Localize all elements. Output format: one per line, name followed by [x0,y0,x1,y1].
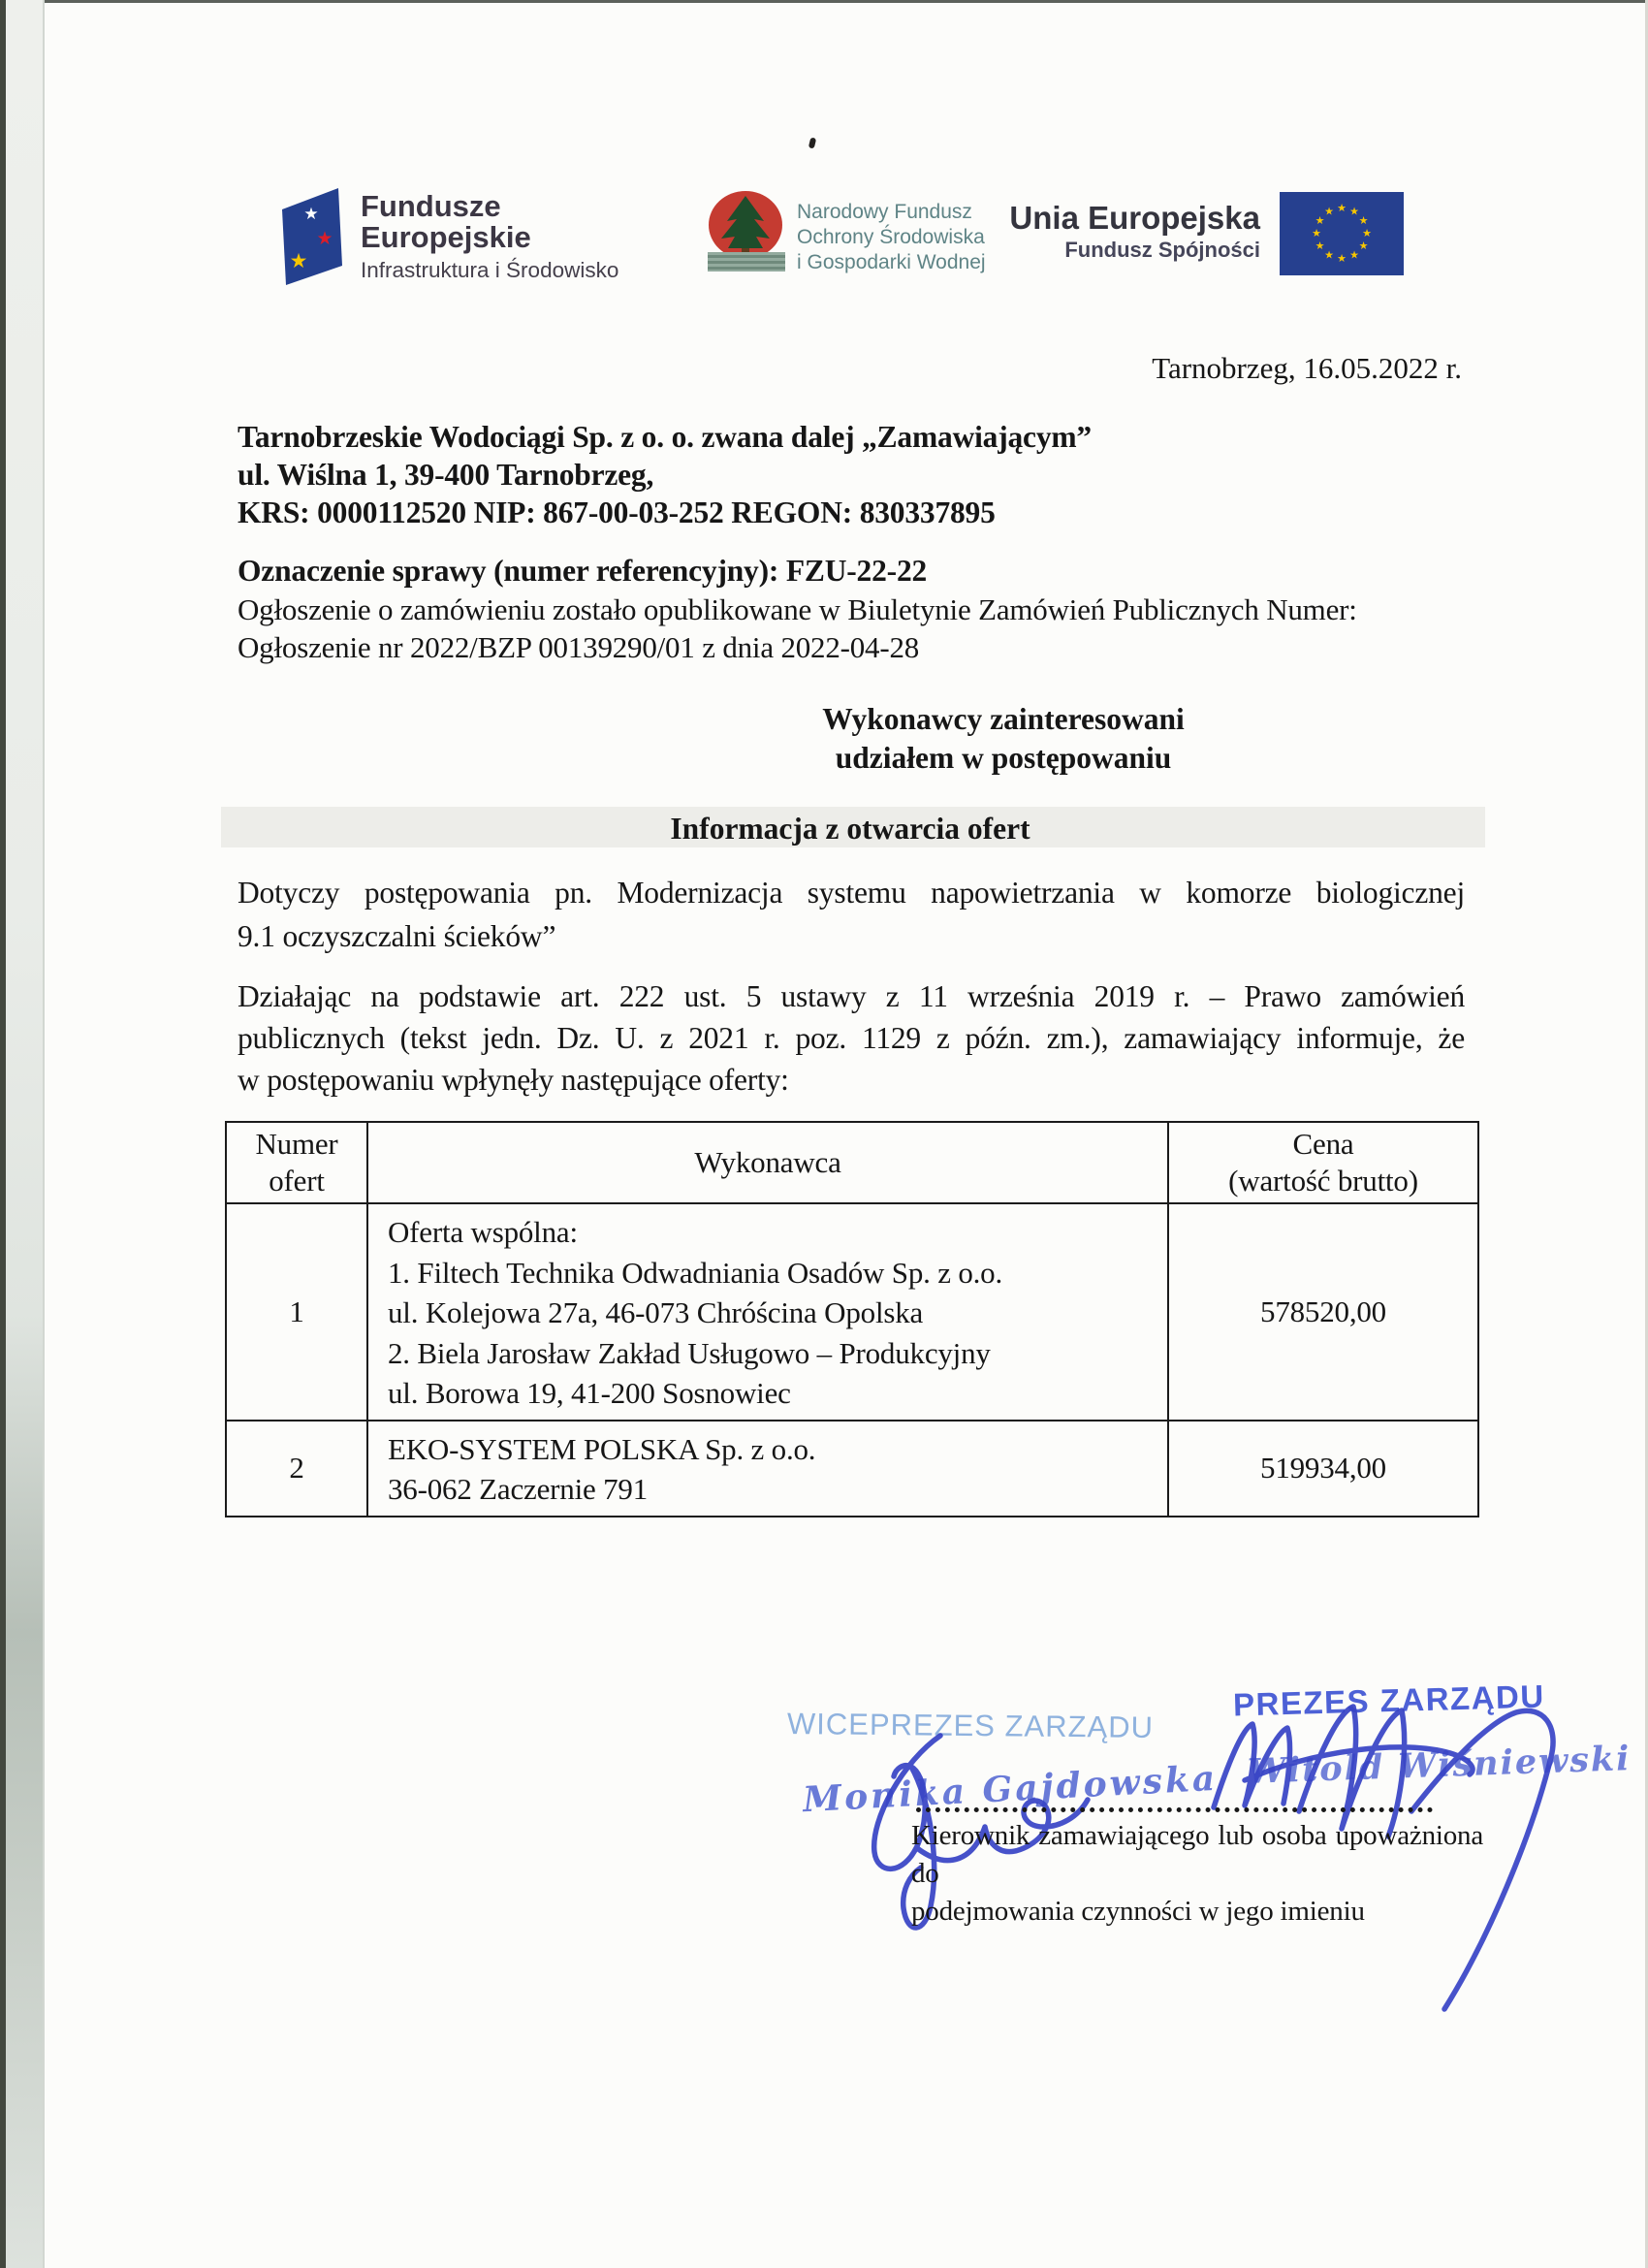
scan-speck [808,137,816,148]
subject-line2: 9.1 oczyszczalni ścieków” [238,919,556,953]
nf-line1: Narodowy Fundusz [797,201,972,223]
signature-caption [911,1817,1483,1931]
contractor-line: EKO-SYSTEM POLSKA Sp. z o.o. [388,1431,816,1466]
vice-president-name-stamp: Monika Gajdowska [802,1757,1220,1821]
svg-text:★: ★ [289,249,308,272]
addressee-name: Tarnobrzeskie Wodociągi Sp. z o. o. zwana dalej „Zamawiającym” [238,420,1092,454]
offer-price: 578520,00 [1168,1203,1478,1421]
header-numer: Numer [255,1127,338,1161]
caption-line2: podejmowania czynności w jego imieniu [911,1896,1365,1927]
header-price [1168,1122,1478,1203]
addressee-street: ul. Wiślna 1, 39-400 Tarnobrzeg, [238,458,654,492]
unia-europejska-logo [1008,202,1260,262]
svg-text:★: ★ [1362,228,1372,240]
legal-line2: publicznych (tekst jedn. Dz. U. z 2021 r. poz. 1129 z późn. zm.), zamawiający informuje, że [238,1021,1465,1055]
subject-line1: Dotyczy postępowania pn. Modernizacja systemu napowietrzania w komorze biologicznej [238,876,1465,910]
header-brutto: (wartość brutto) [1228,1164,1418,1198]
offer-number: 2 [226,1421,367,1517]
table-row [226,1203,1478,1421]
svg-text:★: ★ [1358,240,1369,252]
offers-table [225,1121,1479,1517]
svg-text:★: ★ [1337,253,1347,265]
paragraph-subject [238,871,1465,958]
nf-line3: i Gospodarki Wodnej [797,251,986,273]
contractor-line: 2. Biela Jarosław Zakład Usługowo – Produkcyjny [388,1335,991,1370]
header-ofert: ofert [269,1164,325,1198]
recipients-line2: udziałem w postępowaniu [835,741,1172,775]
svg-text:★: ★ [1337,203,1347,214]
president-stamp: PREZES ZARZĄDU [1232,1677,1546,1723]
nfosigw-logo [797,200,986,275]
scan-fold-band [6,0,43,2268]
nfosigw-tree-icon [706,190,787,288]
recipients-line1: Wykonawcy zainteresowani [822,702,1185,736]
reference-block [238,552,1357,667]
legal-line3: w postępowaniu wpłynęły następujące oferty: [238,1063,789,1097]
fundusze-europejskie-flag-icon [274,184,344,292]
recipients-block [669,700,1338,778]
header-cena: Cena [1292,1127,1354,1161]
fe-title-line1: Fundusze [361,189,501,223]
addressee-block [238,418,1092,531]
offer-contractor [367,1203,1168,1421]
president-name-stamp: Witold Wiśniewski [1247,1739,1632,1792]
contractor-line: Oferta wspólna: [388,1215,578,1249]
fundusze-europejskie-logo [361,191,618,283]
document-title: Informacja z otwarcia ofert [670,812,1030,846]
scan-fold-line [43,0,45,2268]
notice-line1: Ogłoszenie o zamówieniu zostało opublikowane w Biuletynie Zamówień Publicznych Numer: [238,591,1357,626]
addressee-registry: KRS: 0000112520 NIP: 867-00-03-252 REGON: 830337895 [238,495,996,529]
header-contractor: Wykonawca [367,1122,1168,1203]
legal-line1: Działając na podstawie art. 222 ust. 5 ustawy z 11 września 2019 r. – Prawo zamówień [238,979,1465,1013]
contractor-line: ul. Borowa 19, 41-200 Sosnowiec [388,1376,791,1410]
date-line: Tarnobrzeg, 16.05.2022 r. [1152,351,1462,385]
contractor-line: ul. Kolejowa 27a, 46-073 Chróścina Opolska [388,1295,924,1329]
svg-text:★: ★ [1324,249,1334,262]
fe-title-line2: Europejskie [361,220,531,254]
offer-contractor [367,1421,1168,1517]
svg-text:★: ★ [1324,206,1334,218]
nf-line2: Ochrony Środowiska [797,226,985,248]
contractor-line: 36-062 Zaczernie 791 [388,1472,648,1506]
ue-title: Unia Europejska [1009,200,1260,236]
contractor-line: 1. Filtech Technika Odwadniania Osadów Sp. z o.o. [388,1255,1003,1290]
case-reference: Oznaczenie sprawy (numer referencyjny): FZU-22-22 [238,554,928,588]
notice-line2: Ogłoszenie nr 2022/BZP 00139290/01 z dnia 2022-04-28 [238,630,920,664]
table-row [226,1421,1478,1517]
fe-subtitle: Infrastruktura i Środowisko [361,258,619,282]
paragraph-legal [238,975,1465,1101]
svg-text:★: ★ [1358,215,1369,227]
signature-dotted-line [916,1786,1433,1812]
svg-text:★: ★ [1312,228,1321,240]
caption-line1: Kierownik zamawiającego lub osoba upoważniona do [911,1820,1483,1889]
scan-edge-top [0,0,1648,3]
svg-text:★: ★ [1315,215,1325,227]
offer-price: 519934,00 [1168,1421,1478,1517]
svg-text:★: ★ [303,205,319,223]
svg-text:★: ★ [1315,240,1325,252]
vice-president-stamp: WICEPREZES ZARZĄDU [786,1707,1155,1744]
ue-subtitle: Fundusz Spójności [1064,238,1260,262]
header-offer-number [226,1122,367,1203]
svg-text:★: ★ [1349,206,1359,218]
svg-text:★: ★ [1349,249,1359,262]
table-header-row [226,1122,1478,1203]
svg-text:★: ★ [316,229,333,249]
eu-flag-icon [1280,192,1404,280]
offer-number: 1 [226,1203,367,1421]
